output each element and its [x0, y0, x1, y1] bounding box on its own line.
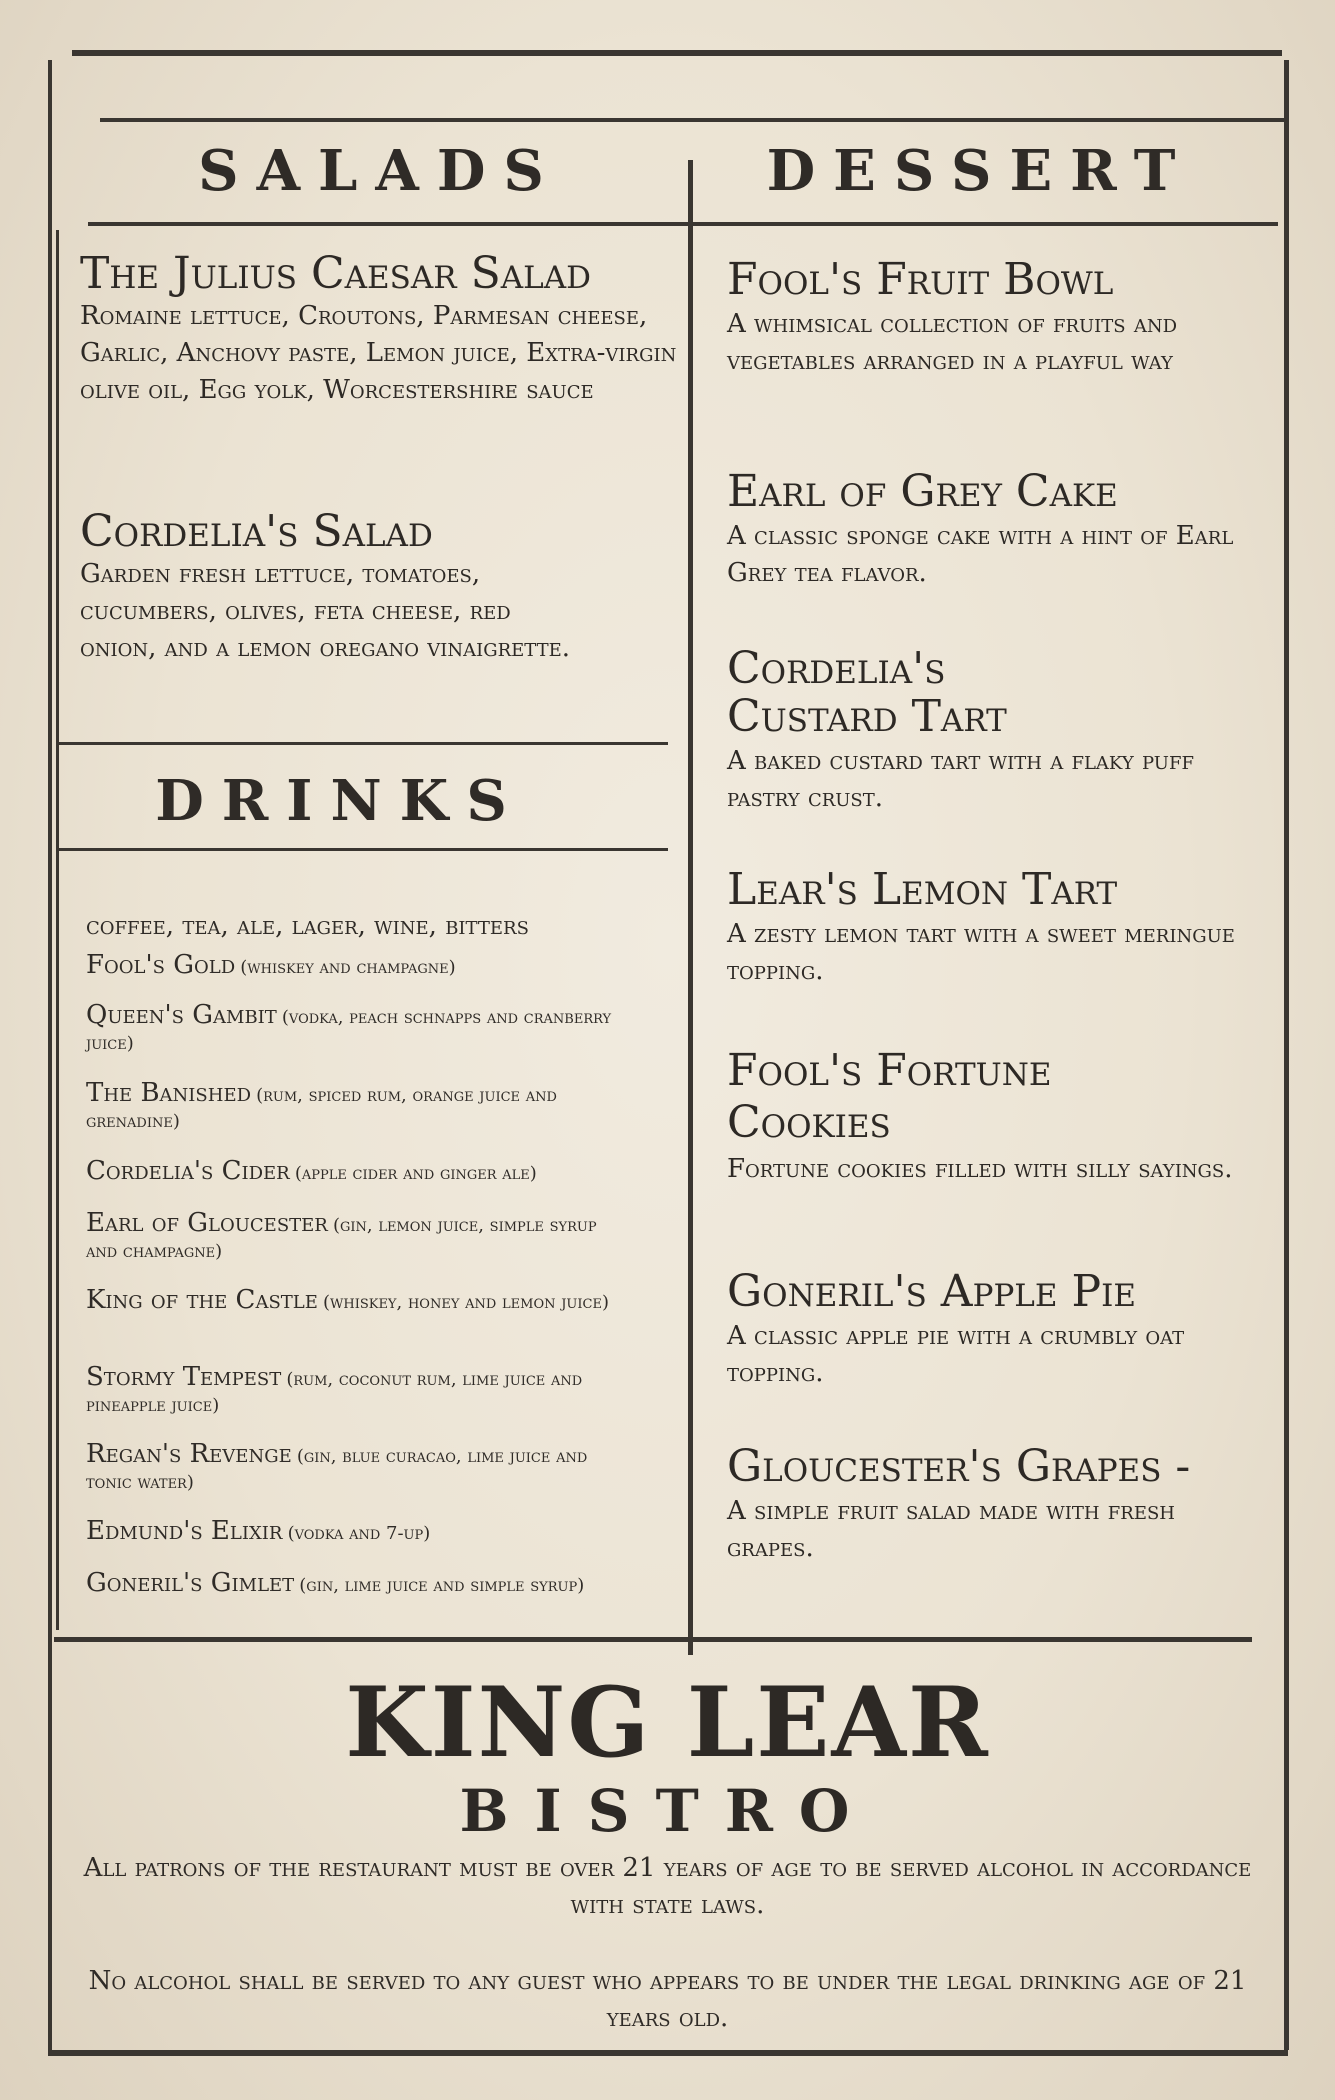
drink-ingredients: (gin, lemon juice, simple syrup and champagne) — [86, 1215, 597, 1262]
footer-rule — [54, 1637, 1252, 1642]
dessert-name: Gloucester's Grapes - — [727, 1441, 1191, 1492]
dessert-heading: DESSERT — [766, 138, 1194, 204]
salad-item — [80, 248, 680, 409]
drink-item — [86, 1570, 626, 1599]
dessert-name: Fool's Fortune Cookies — [727, 1045, 1052, 1148]
drink-name: Stormy Tempest — [86, 1362, 282, 1392]
top-border — [72, 50, 1282, 56]
dessert-description: A classic apple pie with a crumbly oat topping. — [727, 1321, 1185, 1388]
drinks-heading: DRINKS — [155, 768, 525, 834]
dessert-description: Fortune cookies filled with silly sayings. — [727, 1154, 1233, 1184]
drink-ingredients: (vodka and 7-up) — [287, 1523, 431, 1544]
drink-name: Goneril's Gimlet — [86, 1568, 295, 1598]
dessert-description: A whimsical collection of fruits and vegetables arranged in a playful way — [727, 309, 1178, 376]
salad-description: Romaine lettuce, Croutons, Parmesan cheese, Garlic, Anchovy paste, Lemon juice, Extra-virgin olive oil, Egg yolk, Worcestershire sauce — [80, 301, 677, 405]
drink-ingredients: (vodka, peach schnapps and cranberry juice) — [86, 1007, 612, 1054]
restaurant-logo-title: KING LEAR — [345, 1666, 990, 1779]
left-border — [48, 60, 52, 2050]
bottom-border — [48, 2050, 1288, 2056]
dessert-item — [727, 1045, 1267, 1188]
drink-ingredients: (rum, coconut rum, lime juice and pineapple juice) — [86, 1369, 583, 1416]
drink-name: King of the Castle — [86, 1285, 318, 1315]
salad-name: The Julius Caesar Salad — [80, 248, 591, 299]
drink-item — [86, 952, 626, 981]
drink-ingredients: (gin, blue curacao, lime juice and tonic water) — [86, 1446, 588, 1493]
dessert-item — [727, 864, 1267, 990]
header-rule-top — [100, 118, 1285, 122]
drinks-rule-top — [58, 742, 668, 745]
dessert-item — [727, 254, 1267, 380]
drink-ingredients: (apple cider and ginger ale) — [294, 1163, 537, 1184]
salads-heading: SALADS — [198, 138, 562, 204]
drink-item — [86, 1287, 626, 1316]
alcohol-service-notice: No alcohol shall be served to any guest who appears to be under the legal drinking age of 21 years old. — [88, 1966, 1247, 2033]
dessert-description: A zesty lemon tart with a sweet meringue topping. — [727, 919, 1235, 986]
drink-name: The Banished — [86, 1078, 252, 1108]
drink-name: Queen's Gambit — [86, 1000, 277, 1030]
dessert-item — [727, 1441, 1267, 1567]
drink-item — [86, 913, 626, 942]
dessert-name: Goneril's Apple Pie — [727, 1266, 1136, 1317]
drink-item — [86, 1002, 626, 1057]
drink-item — [86, 1210, 626, 1265]
right-border — [1284, 60, 1289, 2050]
drink-item — [86, 1441, 626, 1496]
salad-item — [80, 506, 680, 667]
column-divider — [688, 160, 693, 1655]
dessert-description: A classic sponge cake with a hint of Earl Grey tea flavor. — [727, 521, 1234, 588]
drink-ingredients: (gin, lime juice and simple syrup) — [299, 1575, 585, 1596]
dessert-description: A simple fruit salad made with fresh grapes. — [727, 1496, 1176, 1563]
drink-item — [86, 1080, 626, 1135]
drink-item — [86, 1518, 626, 1547]
drink-ingredients: (rum, spiced rum, orange juice and grenadine) — [86, 1085, 557, 1132]
drink-name: Edmund's Elixir — [86, 1516, 283, 1546]
drink-ingredients: (whiskey, honey and lemon juice) — [322, 1292, 609, 1313]
salad-description: Garden fresh lettuce, tomatoes, cucumbers, olives, feta cheese, red onion, and a lemon oregano vinaigrette. — [80, 559, 571, 663]
drink-ingredients: (whiskey and champagne) — [240, 957, 456, 978]
inner-left-border — [56, 230, 59, 1630]
drink-name: Cordelia's Cider — [86, 1156, 290, 1186]
drinks-rule-bottom — [58, 848, 668, 851]
dessert-name: Cordelia's Custard Tart — [727, 643, 1007, 742]
drink-item — [86, 1158, 626, 1187]
restaurant-logo-subtitle: BISTRO — [459, 1777, 876, 1845]
dessert-description: A baked custard tart with a flaky puff pastry crust. — [727, 746, 1194, 813]
salad-name: Cordelia's Salad — [80, 506, 433, 557]
dessert-name: Earl of Grey Cake — [727, 466, 1118, 517]
drink-name: Regan's Revenge — [86, 1439, 292, 1469]
drink-name: coffee, tea, ale, lager, wine, bitters — [86, 911, 529, 941]
alcohol-age-notice: All patrons of the restaurant must be over 21 years of age to be served alcohol in accordance with state laws. — [83, 1853, 1252, 1920]
dessert-item — [727, 466, 1267, 592]
dessert-name: Fool's Fruit Bowl — [727, 254, 1114, 305]
drink-name: Fool's Gold — [86, 950, 236, 980]
dessert-item — [727, 645, 1267, 817]
header-rule-bottom — [88, 222, 1278, 226]
dessert-item — [727, 1266, 1267, 1392]
dessert-name: Lear's Lemon Tart — [727, 864, 1118, 915]
drink-item — [86, 1364, 626, 1419]
drink-name: Earl of Gloucester — [86, 1208, 328, 1238]
